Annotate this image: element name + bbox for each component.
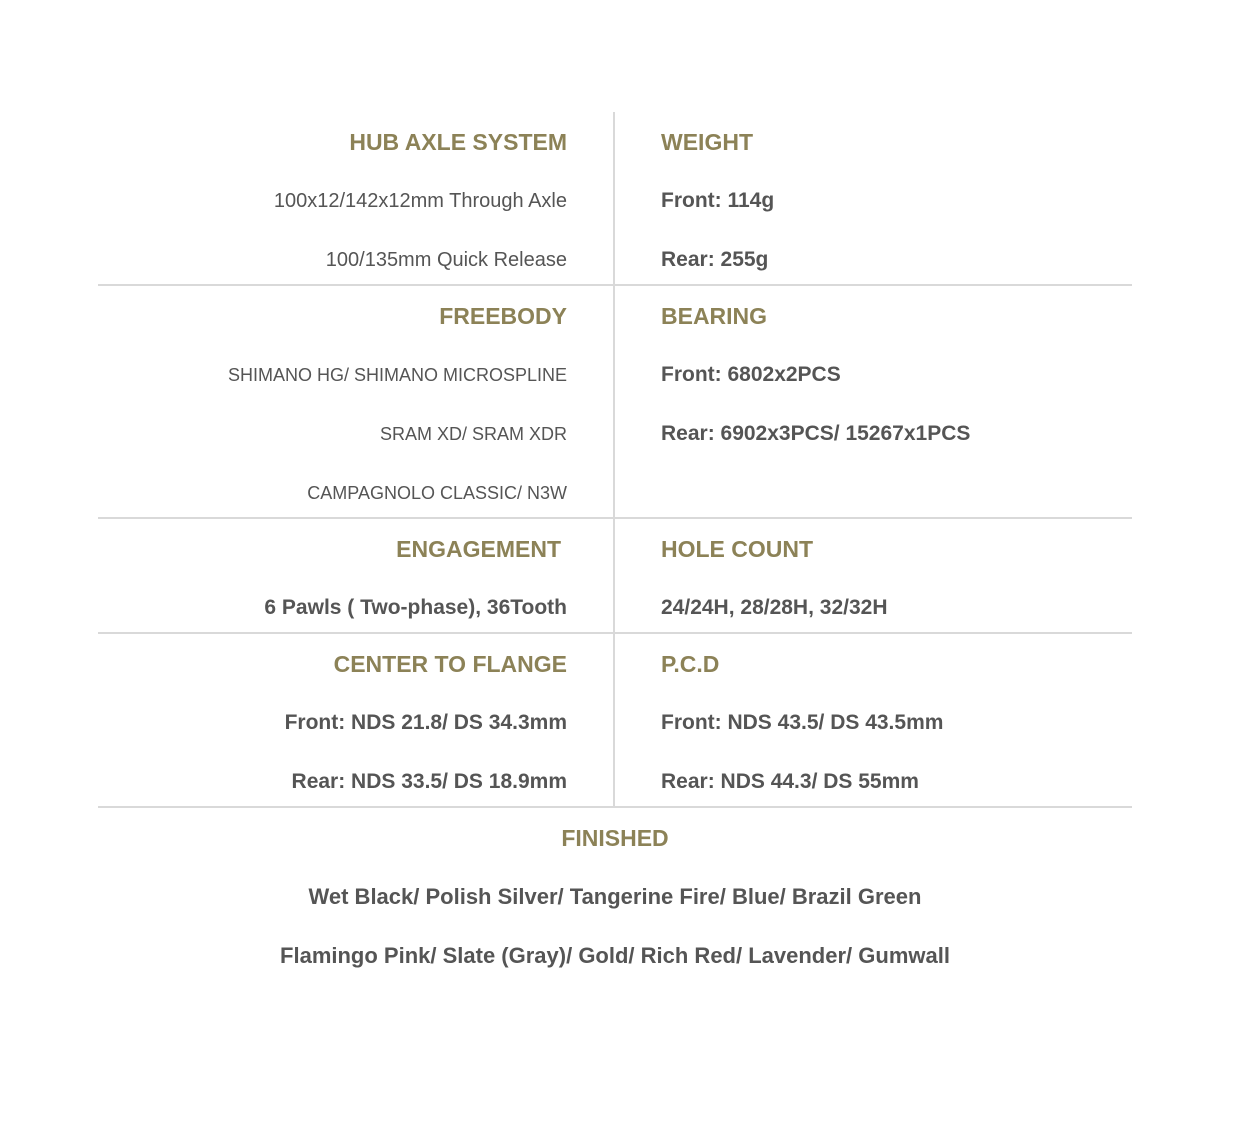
- hub-axle-system-cell: [98, 112, 615, 284]
- center-to-flange-item: Front: NDS 21.8/ DS 34.3mm: [284, 711, 567, 734]
- finished-heading: FINISHED: [561, 825, 669, 851]
- hub-axle-item: 100x12/142x12mm Through Axle: [273, 190, 567, 212]
- spec-row-flange-pcd: [98, 634, 1132, 808]
- engagement-item: 6 Pawls ( Two-phase), 36Tooth: [264, 596, 567, 619]
- spec-row-axle-weight: [98, 112, 1132, 286]
- spec-row-engagement-holes: [98, 519, 1132, 634]
- weight-cell: [615, 112, 1132, 284]
- weight-item: Front: 114g: [661, 189, 775, 212]
- freebody-item: CAMPAGNOLO CLASSIC/ N3W: [307, 483, 567, 503]
- pcd-item: Front: NDS 43.5/ DS 43.5mm: [661, 711, 944, 734]
- spec-table: [98, 112, 1132, 970]
- center-to-flange-heading: CENTER TO FLANGE: [333, 651, 567, 677]
- freebody-cell: [98, 286, 615, 517]
- finished-item: Wet Black/ Polish Silver/ Tangerine Fire/ Blue/ Brazil Green: [308, 884, 922, 909]
- hole-count-heading: HOLE COUNT: [661, 536, 814, 562]
- bearing-cell: [615, 286, 1132, 517]
- weight-item: Rear: 255g: [661, 248, 769, 271]
- pcd-cell: [615, 634, 1132, 806]
- hub-axle-item: 100/135mm Quick Release: [325, 249, 567, 271]
- center-to-flange-item: Rear: NDS 33.5/ DS 18.9mm: [291, 770, 567, 793]
- weight-heading: WEIGHT: [661, 129, 753, 155]
- engagement-cell: [98, 519, 615, 632]
- bearing-item: Rear: 6902x3PCS/ 15267x1PCS: [661, 422, 971, 445]
- freebody-item: SRAM XD/ SRAM XDR: [379, 424, 567, 444]
- finished-item: Flamingo Pink/ Slate (Gray)/ Gold/ Rich Red/ Lavender/ Gumwall: [280, 943, 950, 968]
- freebody-item: SHIMANO HG/ SHIMANO MICROSPLINE: [227, 365, 567, 385]
- hole-count-cell: [615, 519, 1132, 632]
- center-to-flange-cell: [98, 634, 615, 806]
- hub-axle-system-heading: HUB AXLE SYSTEM: [349, 129, 567, 155]
- pcd-item: Rear: NDS 44.3/ DS 55mm: [661, 770, 919, 793]
- spec-row-freebody-bearing: [98, 286, 1132, 519]
- freebody-heading: FREEBODY: [439, 303, 567, 329]
- finished-section: [98, 808, 1132, 970]
- pcd-heading: P.C.D: [661, 651, 720, 677]
- hole-count-item: 24/24H, 28/28H, 32/32H: [661, 596, 888, 619]
- engagement-heading: ENGAGEMENT: [396, 536, 561, 562]
- bearing-item: Front: 6802x2PCS: [661, 363, 841, 386]
- bearing-heading: BEARING: [661, 303, 768, 329]
